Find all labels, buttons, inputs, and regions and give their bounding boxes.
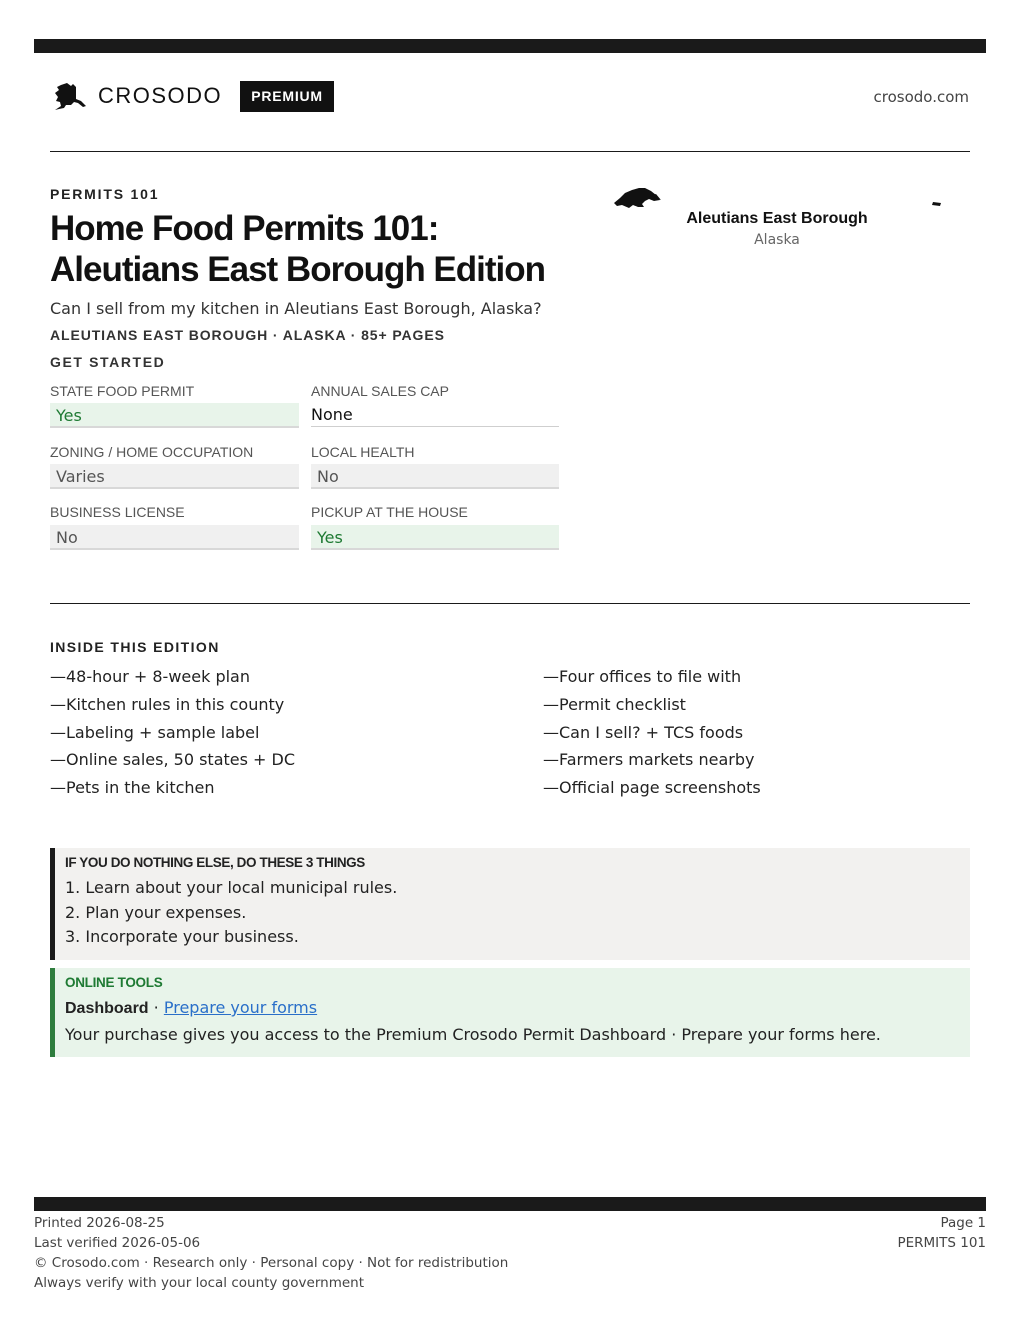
three-things-item: 3. Incorporate your business. <box>65 927 299 946</box>
zoning-label: ZONING / HOME OCCUPATION <box>50 444 254 460</box>
dashboard-description: Your purchase gives you access to the Premium Crosodo Permit Dashboard · Prepare your forms here. <box>65 1025 881 1044</box>
footer-left <box>34 1213 508 1293</box>
prepare-forms-link[interactable]: Prepare your forms <box>163 998 318 1017</box>
header-divider <box>50 151 970 152</box>
brand-name: CROSODO <box>98 83 223 108</box>
alaska-silhouette-icon <box>52 81 90 111</box>
toc-item: —Online sales, 50 states + DC <box>50 750 296 770</box>
state-food-permit-value: Yes <box>50 403 299 428</box>
toc-item: —Kitchen rules in this county <box>50 694 285 714</box>
printed-date: Printed 2026-08-25 <box>34 1215 165 1231</box>
pickup-label: PICKUP AT THE HOUSE <box>311 504 468 520</box>
annual-sales-cap-label: ANNUAL SALES CAP <box>311 383 449 399</box>
toc-item: —Farmers markets nearby <box>543 750 755 770</box>
business-license-label: BUSINESS LICENSE <box>50 504 185 520</box>
footer-right <box>897 1213 986 1253</box>
page-title <box>50 208 610 290</box>
toc-item: —Pets in the kitchen <box>50 778 215 798</box>
toc-item: —Labeling + sample label <box>50 722 260 742</box>
get-started-heading: GET STARTED <box>50 354 166 370</box>
dashboard-line <box>65 996 960 1021</box>
online-tools-heading: ONLINE TOOLS <box>65 975 163 990</box>
page-number: Page 1 <box>940 1215 986 1231</box>
local-health-label: LOCAL HEALTH <box>311 444 415 460</box>
premium-badge: PREMIUM <box>240 81 334 112</box>
business-license-value: No <box>50 525 299 550</box>
zoning-value: Varies <box>50 464 299 489</box>
verified-date: Last verified 2026-05-06 <box>34 1235 201 1251</box>
toc-item: —Can I sell? + TCS foods <box>543 722 744 742</box>
dashboard-label: Dashboard <box>65 1000 149 1017</box>
county-name: Aleutians East Borough <box>686 210 868 227</box>
site-url[interactable]: crosodo.com <box>873 88 969 106</box>
copyright: © Crosodo.com · Research only · Personal copy · Not for redistribution <box>34 1255 509 1271</box>
toc-item: —Four offices to file with <box>543 667 742 686</box>
top-bar <box>34 39 986 53</box>
toc-left <box>50 666 470 805</box>
toc-right <box>543 666 963 805</box>
pickup-value: Yes <box>311 525 559 550</box>
annual-sales-cap-value: None <box>311 402 559 427</box>
eyebrow: PERMITS 101 <box>50 186 160 202</box>
subtitle: Can I sell from my kitchen in Aleutians East Borough, Alaska? <box>50 299 542 318</box>
brand <box>52 78 334 114</box>
meta-line: ALEUTIANS EAST BOROUGH · ALASKA · 85+ PAGES <box>50 327 445 343</box>
online-tools-callout <box>50 968 970 1057</box>
state-name: Alaska <box>754 232 800 248</box>
toc-item: —Official page screenshots <box>543 778 761 798</box>
state-food-permit-label: STATE FOOD PERMIT <box>50 383 195 399</box>
title-line-2: Aleutians East Borough Edition <box>50 250 546 289</box>
section-divider <box>50 603 970 604</box>
verify-note: Always verify with your local county government <box>34 1275 364 1291</box>
inside-heading: INSIDE THIS EDITION <box>50 639 220 655</box>
local-health-value: No <box>311 464 559 489</box>
toc-item: —Permit checklist <box>543 694 686 714</box>
toc-item: —48-hour + 8-week plan <box>50 667 250 686</box>
title-line-1: Home Food Permits 101: <box>50 209 439 248</box>
separator: · <box>148 998 164 1017</box>
three-things-callout <box>50 848 970 960</box>
three-things-heading: IF YOU DO NOTHING ELSE, DO THESE 3 THINGS <box>65 855 365 870</box>
three-things-item: 2. Plan your expenses. <box>65 902 247 922</box>
three-things-item: 1. Learn about your local municipal rules. <box>65 878 398 897</box>
footer-bar <box>34 1197 986 1211</box>
footer-section: PERMITS 101 <box>897 1235 986 1251</box>
